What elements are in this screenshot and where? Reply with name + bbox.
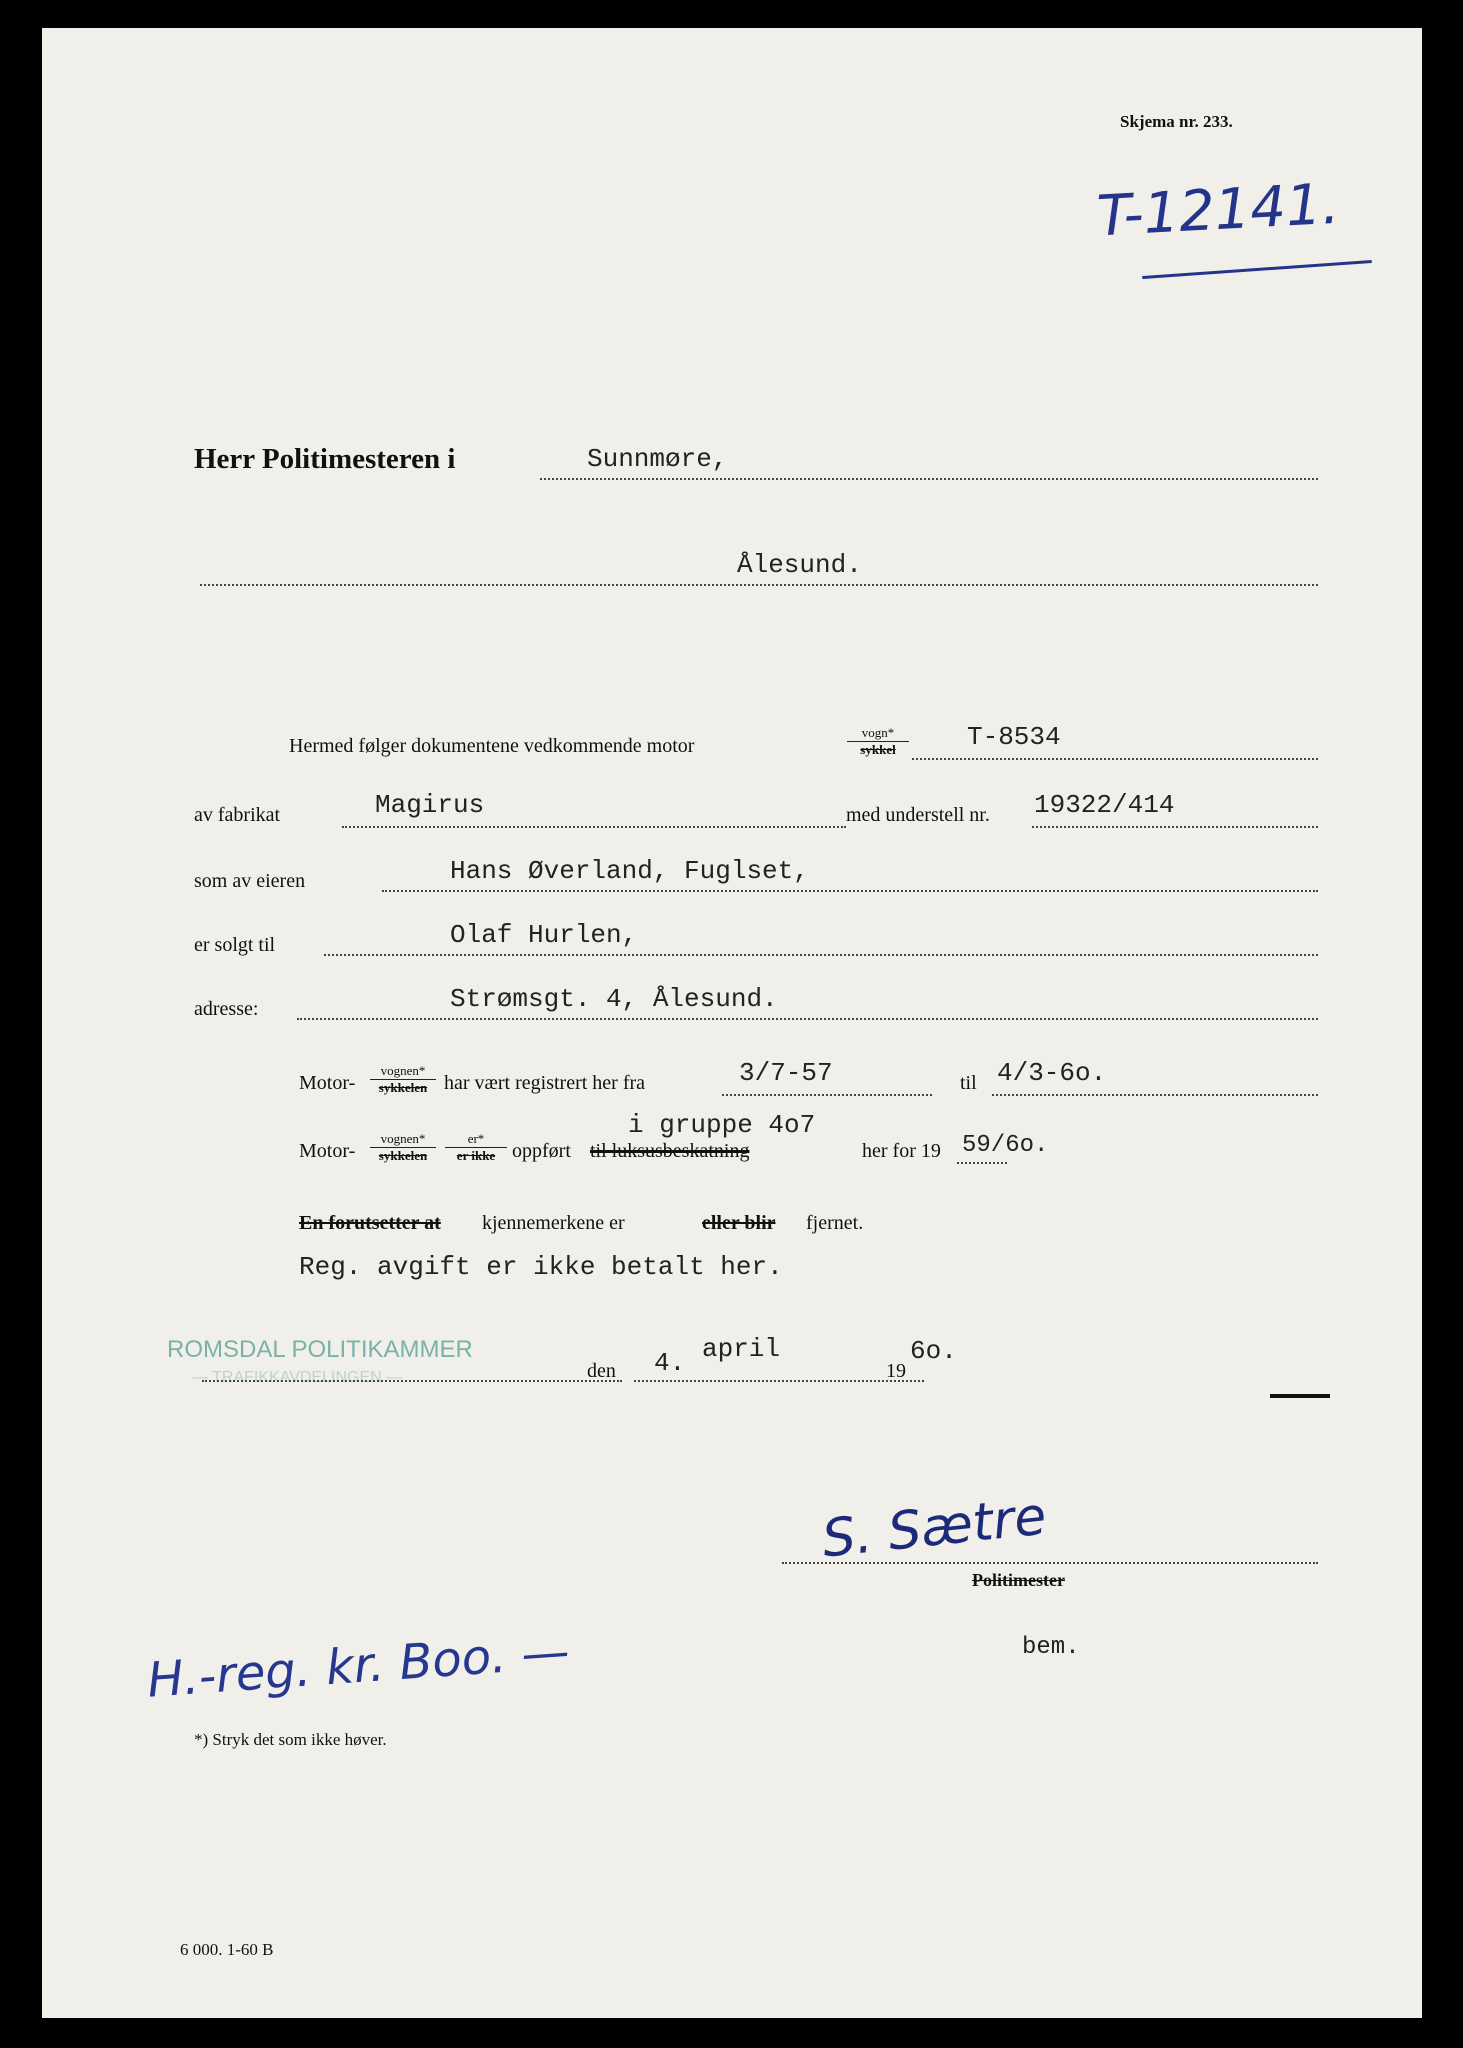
district-value: Sunnmøre, (587, 444, 728, 474)
vehicle-fraction-2-bottom: sykkelen (378, 1148, 428, 1163)
signature: S. Sætre (819, 1486, 1050, 1570)
chassis-value: 19322/414 (1034, 790, 1175, 820)
district-line (540, 478, 1318, 480)
group-value: i gruppe 4o7 (628, 1110, 816, 1140)
chassis-line (1032, 826, 1318, 828)
make-value: Magirus (375, 790, 485, 820)
struck-eller: eller blir (702, 1212, 776, 1234)
city-line (200, 584, 1318, 586)
here-for-label: her for 19 (862, 1140, 941, 1162)
stamp-line-2: — TRAFIKKAVDELINGEN — (192, 1369, 403, 1386)
owner-label: som av eieren (194, 870, 306, 892)
vehicle-fraction-2-top: vognen* (370, 1131, 436, 1148)
owner-value: Hans Øverland, Fuglset, (450, 856, 809, 886)
struck-prefix: En forutsetter at (299, 1212, 441, 1234)
til-label: til (960, 1072, 977, 1094)
make-line (342, 826, 846, 828)
margin-dash-mark (1270, 1394, 1330, 1398)
chassis-label: med understell nr. (846, 804, 990, 826)
police-stamp (167, 1336, 473, 1392)
vehicle-fraction-1-top: vognen* (370, 1063, 436, 1080)
date-month: april (702, 1334, 781, 1364)
date-day: 4. (654, 1348, 686, 1378)
documents-label: Hermed følger dokumentene vedkommende motor (289, 735, 695, 757)
make-label: av fabrikat (194, 804, 281, 826)
status-fraction-bottom: er ikke (456, 1148, 496, 1163)
plates-removed: fjernet. (806, 1212, 864, 1234)
vehicle-fraction-1-bottom: sykkelen (378, 1080, 428, 1095)
print-code: 6 000. 1-60 B (180, 1940, 274, 1959)
date-century: 19 (886, 1360, 906, 1382)
stamp-line-1: ROMSDAL POLITIKAMMER (167, 1336, 473, 1363)
reg-no-value: T-8534 (967, 722, 1061, 752)
buyer-value: Olaf Hurlen, (450, 920, 638, 950)
motor-prefix-2: Motor- (299, 1140, 356, 1162)
signature-line (782, 1562, 1318, 1564)
date-line (634, 1380, 924, 1382)
schema-number: Skjema nr. 233. (1120, 112, 1233, 131)
reg-from-line (722, 1094, 932, 1096)
city-value: Ålesund. (737, 550, 862, 580)
fee-note: Reg. avgift er ikke betalt her. (299, 1252, 783, 1282)
address-value: Strømsgt. 4, Ålesund. (450, 984, 778, 1014)
reg-no-line (912, 758, 1318, 760)
listed-label: oppført (512, 1140, 571, 1162)
title-bem: bem. (1022, 1634, 1080, 1661)
case-reference-underline (1142, 260, 1372, 279)
footnote: *) Stryk det som ikke høver. (194, 1730, 387, 1749)
address-label: adresse: (194, 998, 259, 1020)
year-line (957, 1162, 1007, 1164)
status-fraction (445, 1131, 507, 1164)
title-struck: Politimester (972, 1570, 1065, 1590)
registered-label: har vært registrert her fra (444, 1072, 646, 1094)
date-year: 6o. (910, 1336, 957, 1366)
reg-from-value: 3/7-57 (739, 1058, 833, 1088)
status-fraction-top: er* (445, 1131, 507, 1148)
reg-to-value: 4/3-6o. (997, 1058, 1107, 1088)
buyer-line (324, 954, 1318, 956)
vehicle-type-fraction (847, 725, 909, 758)
reg-to-line (992, 1094, 1318, 1096)
vehicle-fraction-2 (370, 1131, 436, 1164)
sold-to-label: er solgt til (194, 934, 276, 956)
address-line (297, 1018, 1318, 1020)
owner-line (382, 890, 1318, 892)
document-page (42, 28, 1422, 2018)
motor-prefix-1: Motor- (299, 1072, 356, 1094)
struck-luxury-tax: til luksusbeskatning (590, 1140, 750, 1162)
plates-label: kjennemerkene er (482, 1212, 625, 1234)
case-reference-handwritten: T-12141. (1095, 171, 1341, 250)
handwritten-note: H.-reg. kr. Boo. — (145, 1623, 572, 1709)
year-value: 59/6o. (962, 1132, 1049, 1159)
salutation: Herr Politimesteren i (194, 443, 456, 475)
vehicle-type-top: vogn* (847, 725, 909, 742)
date-label: den (587, 1360, 616, 1382)
vehicle-fraction-1 (370, 1063, 436, 1096)
vehicle-type-bottom: sykkel (860, 742, 896, 757)
stamp-line (202, 1380, 622, 1382)
